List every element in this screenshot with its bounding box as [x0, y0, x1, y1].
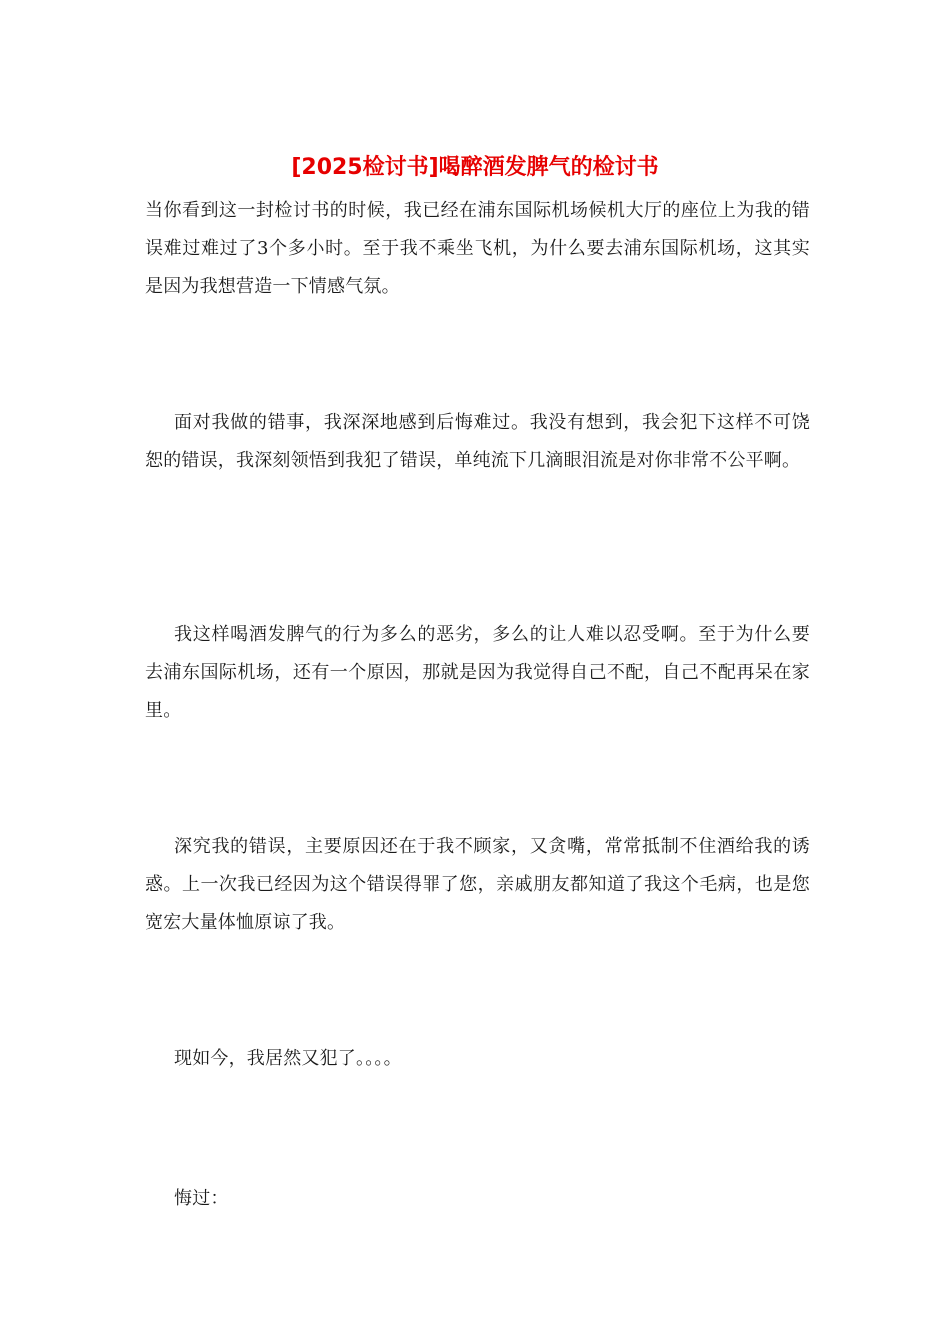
- paragraph-1: 当你看到这一封检讨书的时候，我已经在浦东国际机场候机大厅的座位上为我的错误难过难过了3个多小时。至于我不乘坐飞机，为什么要去浦东国际机场，这其实是因为我想营造一下情感气氛。: [145, 200, 810, 297]
- paragraph-2: 面对我做的错事，我深深地感到后悔难过。我没有想到，我会犯下这样不可饶恕的错误，我深刻领悟到我犯了错误，单纯流下几滴眼泪流是对你非常不公平啊。: [145, 412, 810, 471]
- paragraph-6: 悔过：: [174, 1188, 229, 1209]
- paragraph-5: 现如今，我居然又犯了。。。。: [174, 1048, 402, 1069]
- paragraph-3: 我这样喝酒发脾气的行为多么的恶劣，多么的让人难以忍受啊。至于为什么要去浦东国际机场，还有一个原因，那就是因为我觉得自己不配，自己不配再呆在家里。: [145, 624, 810, 721]
- document-title: [2025检讨书]喝醉酒发脾气的检讨书: [291, 155, 659, 180]
- paragraph-4: 深究我的错误，主要原因还在于我不顾家，又贪嘴，常常抵制不住酒给我的诱惑。上一次我已经因为这个错误得罪了您，亲戚朋友都知道了我这个毛病，也是您宽宏大量体恤原谅了我。: [145, 836, 810, 933]
